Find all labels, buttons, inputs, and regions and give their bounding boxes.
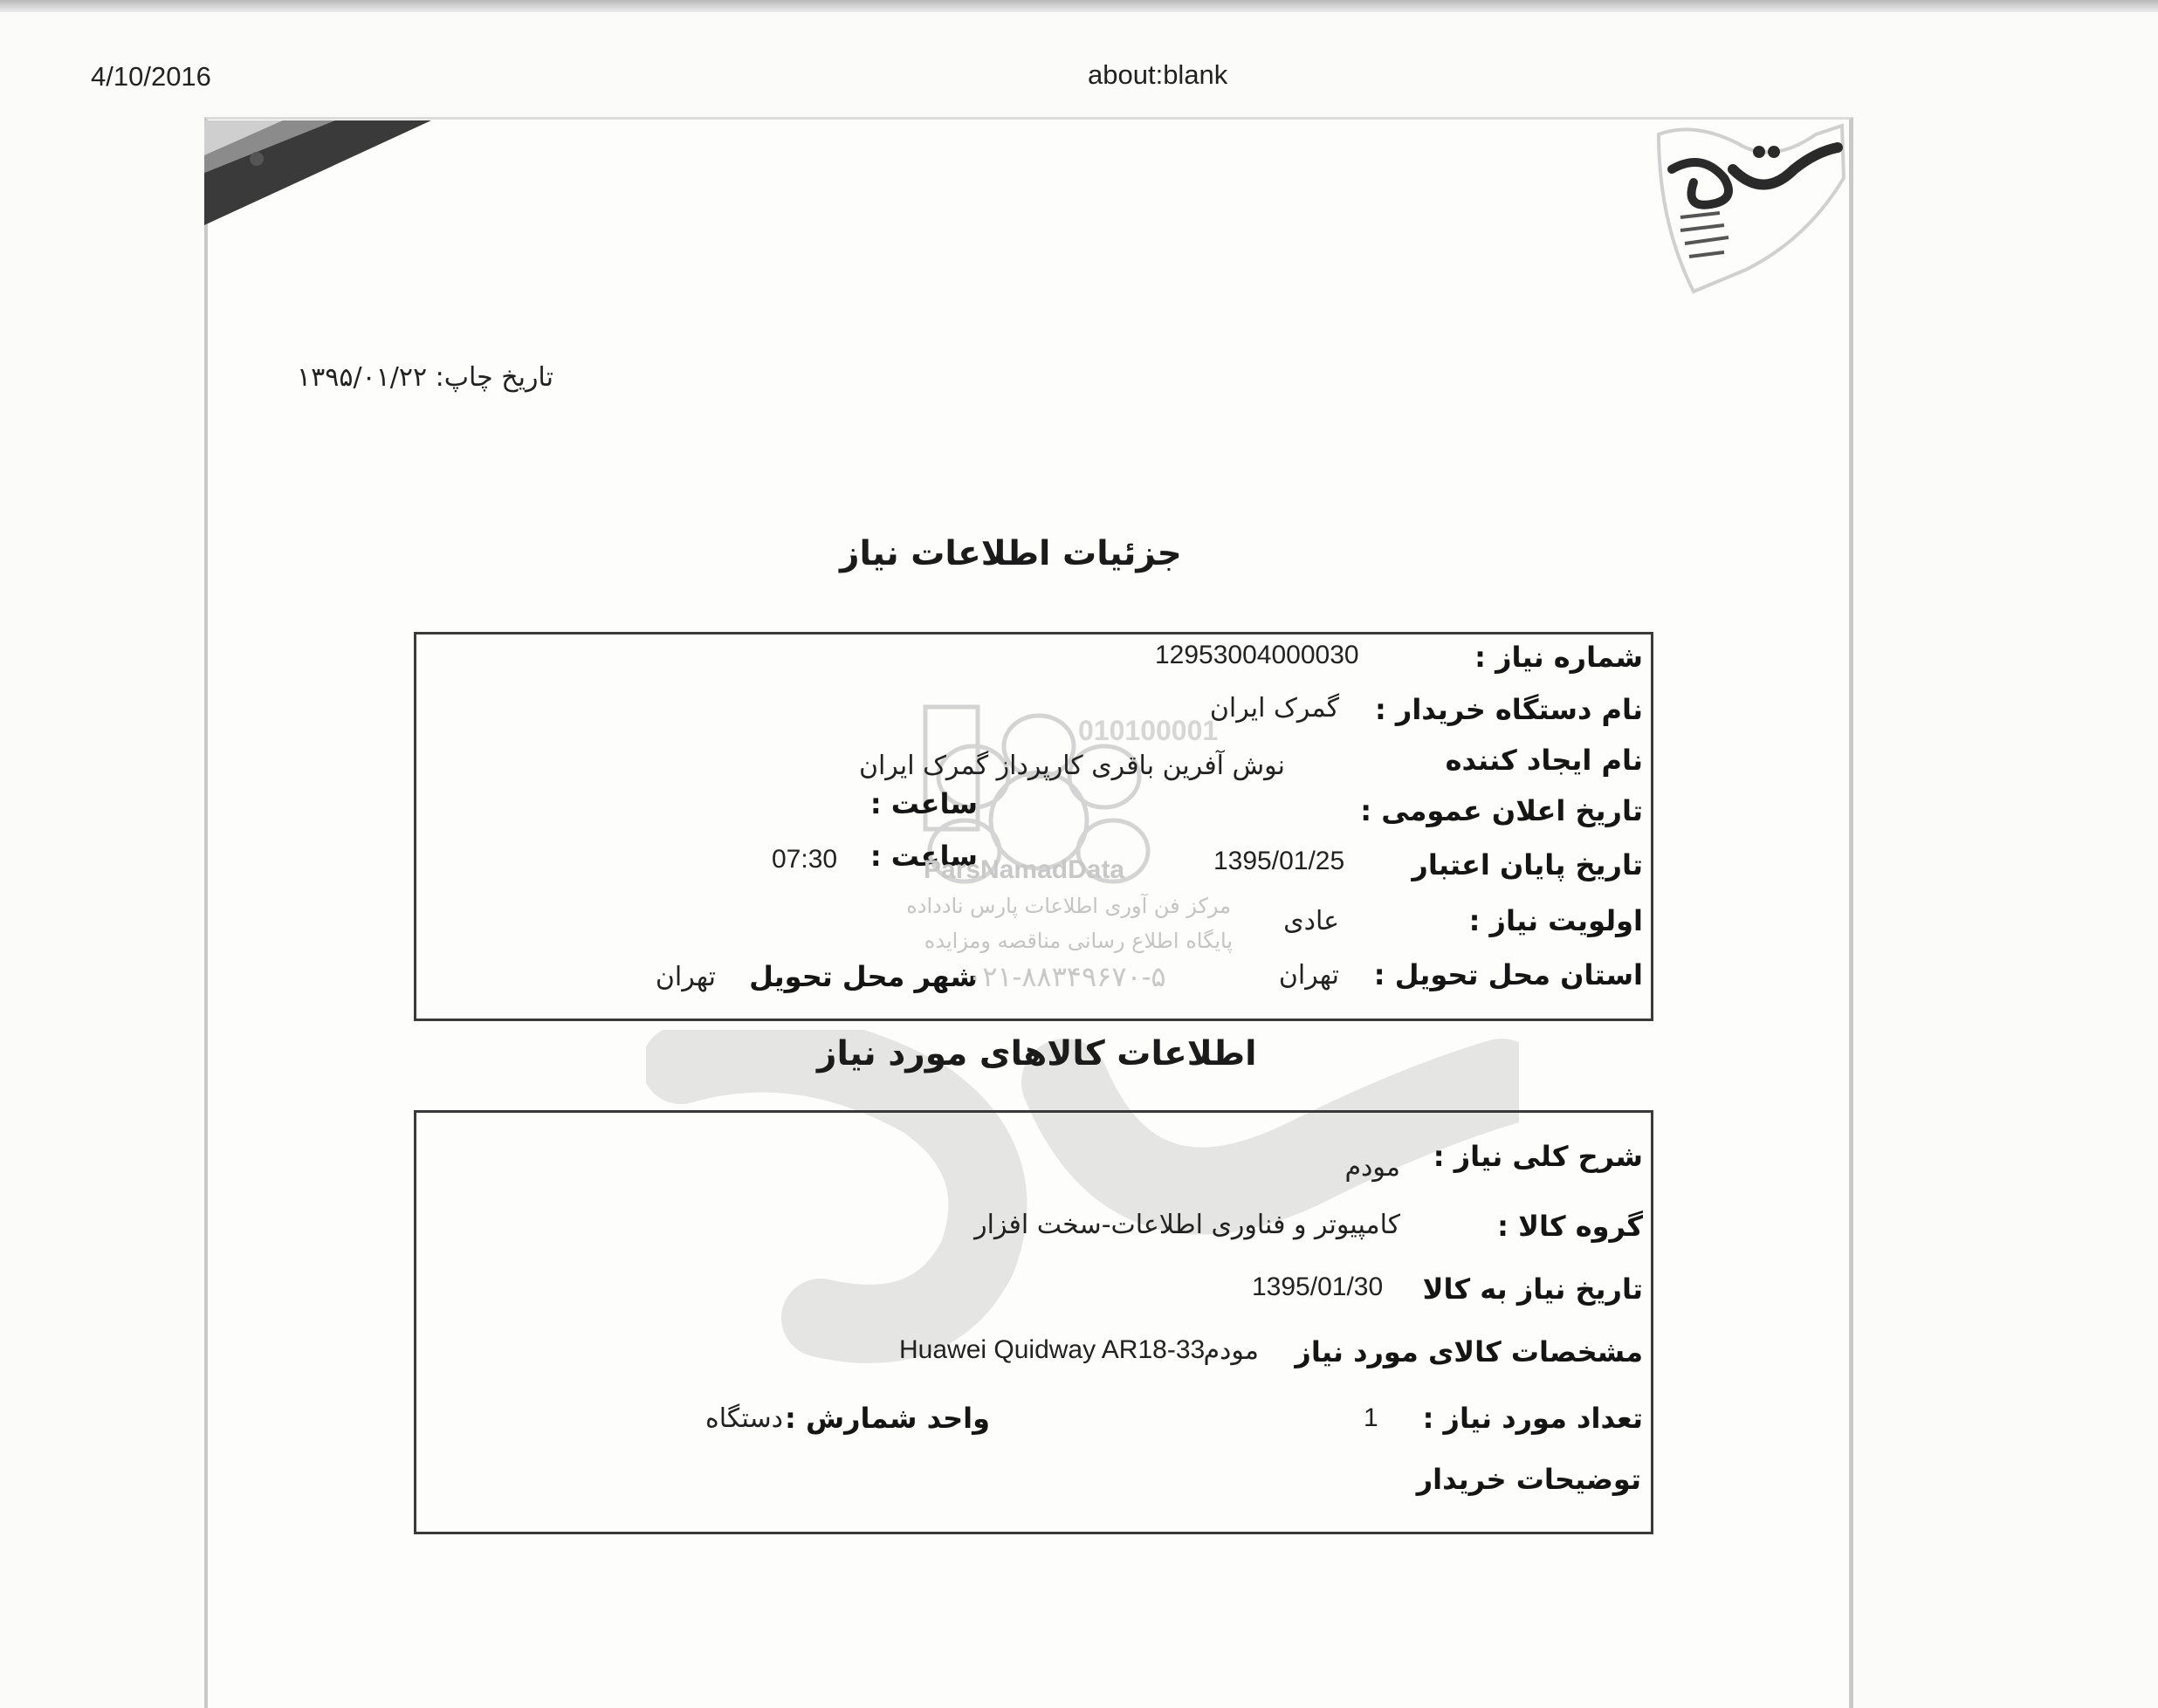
goods-group-label: گروه کالا : <box>1497 1210 1643 1243</box>
print-header-date: 4/10/2016 <box>91 61 211 92</box>
buyer-label: نام دستگاه خریدار : <box>1374 693 1643 726</box>
description-label: شرح کلی نیاز : <box>1433 1140 1643 1173</box>
quantity-value: 1 <box>1364 1403 1378 1432</box>
validity-time-value: 07:30 <box>772 845 838 874</box>
creator-value: نوش آفرین باقری کارپرداز گمرک ایران <box>858 751 1285 781</box>
unit-value: دستگاه <box>705 1403 783 1434</box>
description-value: مودم <box>1344 1152 1400 1183</box>
city-label: شهر محل تحویل <box>749 960 978 993</box>
need-number-value: 12953004000030 <box>1155 641 1359 669</box>
province-label: استان محل تحویل : <box>1373 958 1643 991</box>
need-date-label: تاریخ نیاز به کالا <box>1422 1272 1643 1306</box>
unit-label: واحد شمارش : <box>785 1402 990 1435</box>
priority-label: اولویت نیاز : <box>1468 904 1643 937</box>
flag-emblem-icon <box>204 120 449 243</box>
goods-group-value: کامپیوتر و فناوری اطلاعات-سخت افزار <box>974 1210 1400 1240</box>
validity-time-label: ساعت : <box>869 840 978 873</box>
setad-logo-icon <box>1641 117 1851 300</box>
specification-model: Huawei Quidway AR18-33 <box>899 1335 1206 1364</box>
creator-label: نام ایجاد کننده <box>1445 744 1643 777</box>
watermark-line1: مرکز فن آوری اطلاعات پارس نادداده <box>906 894 1231 918</box>
specification-prefix: مودم <box>1203 1335 1259 1366</box>
specification-label: مشخصات کالای مورد نیاز <box>1295 1335 1643 1368</box>
section-title-details: جزئیات اطلاعات نیاز <box>840 534 1182 573</box>
print-header-url: about:blank <box>1088 59 1228 90</box>
province-value: تهران <box>1278 960 1339 991</box>
validity-date-label: تاریخ پایان اعتبار <box>1412 848 1643 881</box>
svg-text:010100001: 010100001 <box>1078 715 1219 746</box>
section-title-goods: اطلاعات کالاهای مورد نیاز <box>817 1034 1257 1074</box>
need-number-label: شماره نیاز : <box>1474 641 1643 674</box>
watermark-line2: پایگاه اطلاع رسانی مناقصه ومزایده <box>924 929 1233 953</box>
watermark-phone: ۰۲۱-۸۸۳۴۹۶۷۰-۵ <box>967 961 1166 992</box>
buyer-notes-label: توضیحات خریدار <box>1416 1463 1641 1496</box>
buyer-value: گمرک ایران <box>1209 693 1339 724</box>
need-date-value: 1395/01/30 <box>1252 1272 1384 1301</box>
announce-time-label: ساعت : <box>869 787 978 820</box>
watermark-brand: ParsNamadData <box>924 855 1125 884</box>
print-date: تاریخ چاپ: ۱۳۹۵/۰۱/۲۲ <box>297 362 553 393</box>
priority-value: عادی <box>1283 906 1339 936</box>
scan-edge <box>0 0 2158 12</box>
quantity-label: تعداد مورد نیاز : <box>1422 1402 1643 1435</box>
validity-date-value: 1395/01/25 <box>1213 847 1345 875</box>
city-value: تهران <box>655 962 716 992</box>
announce-date-label: تاریخ اعلان عمومی : <box>1360 794 1643 827</box>
